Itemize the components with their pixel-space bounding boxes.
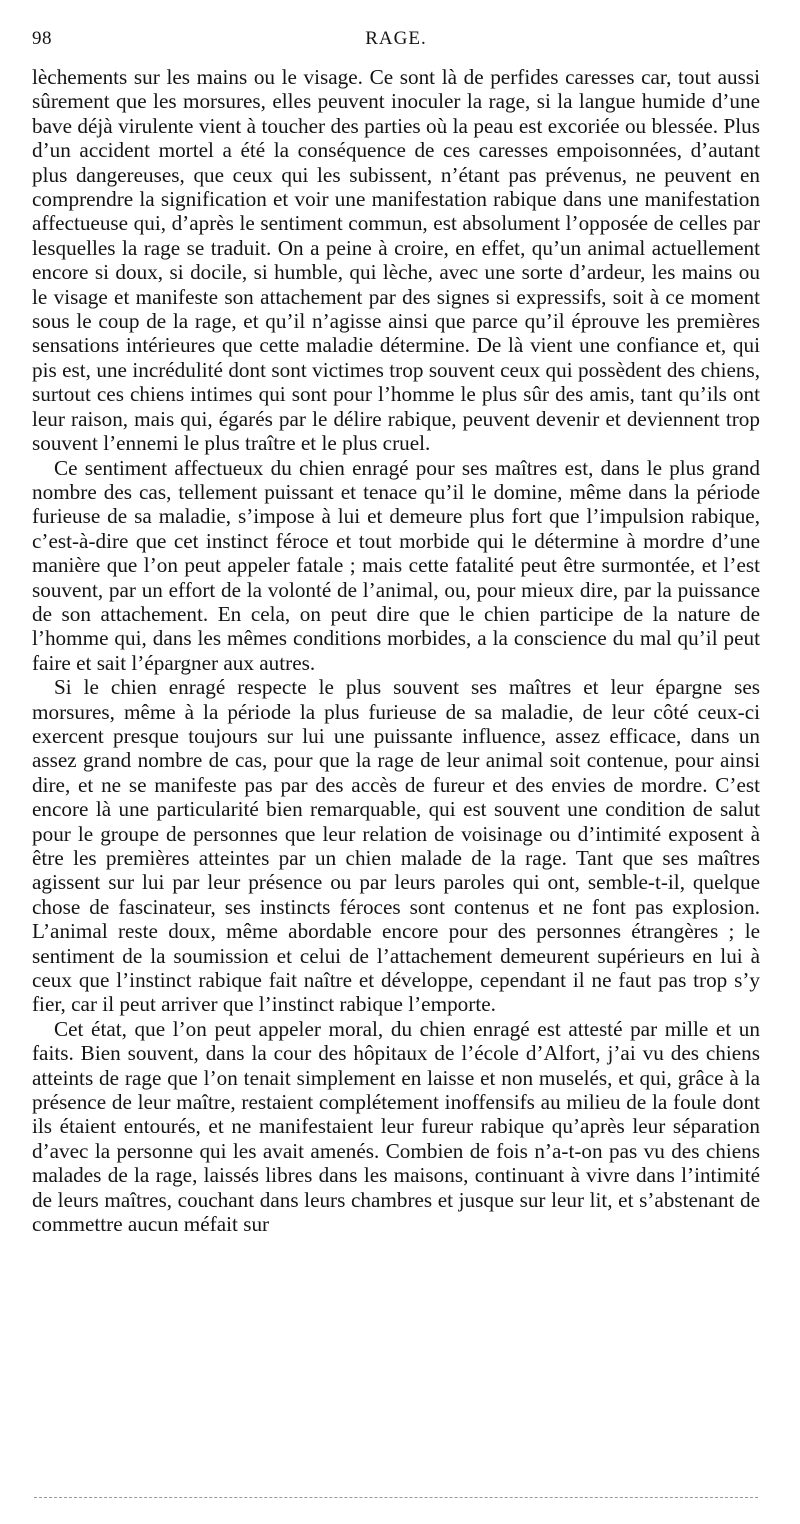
page-header [32, 28, 760, 56]
paragraph-continued: lèchements sur les mains ou le visage. Ce sont là de perfides caresses car, tout aussi sûrement que les morsures, elles peuvent inoculer la rage, si la langue humide d’une bave déjà virulente vient à toucher des parties où la peau est excoriée ou blessée. Plus d’un accident mortel a été la conséquence de ces caresses empoisonnées, d’autant plus dangereuses, que ceux qui les subissent, n’étant pas prévenus, ne peuvent en comprendre la signification et voir une manifestation rabique dans une manifestation affectueuse qui, d’après le sentiment commun, est absolument l’opposée de celles par lesquelles la rage se traduit. On a peine à croire, en effet, qu’un animal actuellement encore si doux, si docile, si humble, qui lèche, avec une sorte d’ardeur, les mains ou le visage et manifeste son attachement par des signes si expressifs, soit à ce moment sous le coup de la rage, et qu’il n’agisse ainsi que parce qu’il éprouve les premières sensations intérieures que cette maladie détermine. De là vient une confiance et, qui pis est, une incrédulité dont sont victimes trop souvent ceux qui possèdent des chiens, surtout ces chiens intimes qui sont pour l’homme le plus sûr des amis, tant qu’ils ont leur raison, mais qui, égarés par le délire rabique, peuvent devenir et deviennent trop souvent l’ennemi le plus traître et le plus cruel. [32, 65, 760, 456]
footer-scan-line [34, 1497, 758, 1498]
paragraph: Si le chien enragé respecte le plus souvent ses maîtres et leur épargne ses morsures, même à la période la plus furieuse de sa maladie, de leur côté ceux-ci exercent presque toujours sur lui une puissante influence, assez efficace, dans un assez grand nombre de cas, pour que la rage de leur animal soit contenue, pour ainsi dire, et ne se manifeste pas par des accès de fureur et des envies de mordre. C’est encore là une particularité bien remarquable, qui est souvent une condition de salut pour le groupe de personnes que leur relation de voisinage ou d’intimité exposent à être les premières atteintes par un chien malade de la rage. Tant que ses maîtres agissent sur lui par leur présence ou par leurs paroles qui ont, semble-t-il, quelque chose de fascinateur, ses instincts féroces sont contenus et ne font pas explosion. L’animal reste doux, même abordable encore pour des personnes étrangères ; le sentiment de la soumission et celui de l’attachement demeurent supérieurs en lui à ceux que l’instinct rabique fait naître et développe, cependant il ne faut pas trop s’y fier, car il peut arriver que l’instinct rabique l’emporte. [32, 675, 760, 1017]
body-text [32, 65, 760, 1237]
paragraph: Ce sentiment affectueux du chien enragé pour ses maîtres est, dans le plus grand nombre des cas, tellement puissant et tenace qu’il le domine, même dans la période furieuse de sa maladie, s’impose à lui et demeure plus fort que l’impulsion rabique, c’est-à-dire que cet instinct féroce et tout morbide qui le détermine à mordre d’une manière que l’on peut appeler fatale ; mais cette fatalité peut être surmontée, et l’est souvent, par un effort de la volonté de l’animal, ou, pour mieux dire, par la puissance de son attachement. En cela, on peut dire que le chien participe de la nature de l’homme qui, dans les mêmes conditions morbides, a la conscience du mal qu’il peut faire et sait l’épargner aux autres. [32, 455, 760, 675]
paragraph: Cet état, que l’on peut appeler moral, du chien enragé est attesté par mille et un faits. Bien souvent, dans la cour des hôpitaux de l’école d’Alfort, j’ai vu des chiens atteints de rage que l’on tenait simplement en laisse et non muselés, et qui, grâce à la présence de leur maître, restaient complétement inoffensifs au milieu de la foule dont ils étaient entourés, et ne manifestaient leur fureur rabique qu’après leur séparation d’avec la personne qui les avait amenés. Combien de fois n’a-t-on pas vu des chiens malades de la rage, laissés libres dans les maisons, continuant à vivre dans l’intimité de leurs maîtres, couchant dans leurs chambres et jusque sur leur lit, et s’abstenant de commettre aucun méfait sur [32, 1016, 760, 1237]
page-number: 98 [32, 28, 52, 49]
running-title: RAGE. [365, 28, 427, 49]
